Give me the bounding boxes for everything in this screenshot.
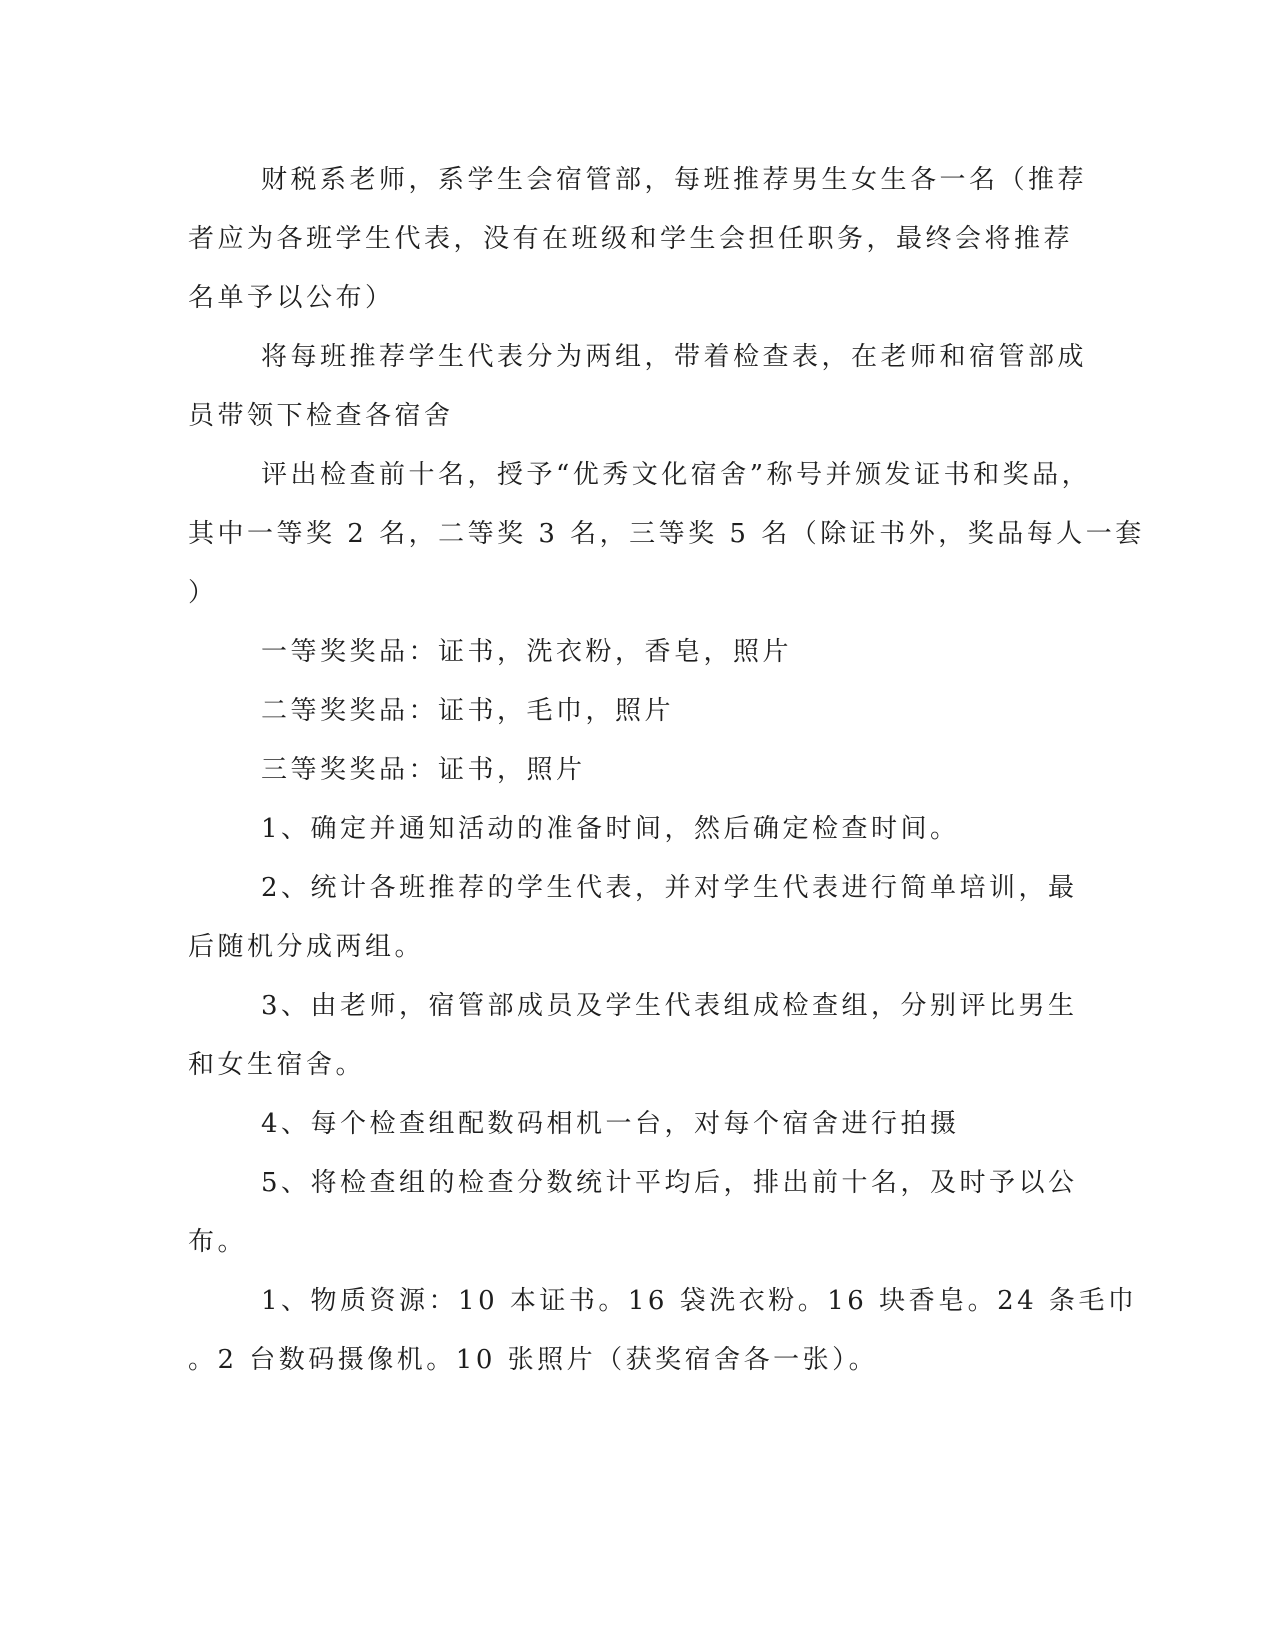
resources-line-2: 。2 台数码摄像机。10 张照片（获奖宿舍各一张）。 [188,1345,879,1375]
step-5-line-2: 布。 [188,1227,248,1257]
second-prize-line: 二等奖奖品：证书，毛巾，照片 [261,696,675,726]
step-2-line-2: 后随机分成两组。 [188,932,425,962]
first-prize-line: 一等奖奖品：证书，洗衣粉，香皂，照片 [261,637,793,667]
paragraph-3-line-2: 其中一等奖 2 名，二等奖 3 名，三等奖 5 名（除证书外，奖品每人一套 [188,519,1145,549]
paragraph-1-line-2: 者应为各班学生代表，没有在班级和学生会担任职务，最终会将推荐 [188,224,1074,254]
paragraph-1-line-3: 名单予以公布） [188,283,395,313]
paragraph-2-line-1: 将每班推荐学生代表分为两组，带着检查表，在老师和宿管部成 [261,342,1088,372]
paragraph-2-line-2: 员带领下检查各宿舍 [188,401,454,431]
step-3-line-2: 和女生宿舍。 [188,1050,366,1080]
resources-line-1: 1、物质资源：10 本证书。16 袋洗衣粉。16 块香皂。24 条毛巾 [261,1286,1138,1316]
step-4-line: 4、每个检查组配数码相机一台，对每个宿舍进行拍摄 [261,1109,960,1139]
paragraph-1-line-1: 财税系老师，系学生会宿管部，每班推荐男生女生各一名（推荐 [261,165,1088,195]
step-2-line-1: 2、统计各班推荐的学生代表，并对学生代表进行简单培训，最 [261,873,1078,903]
third-prize-line: 三等奖奖品：证书，照片 [261,755,586,785]
paragraph-3-line-1: 评出检查前十名，授予“优秀文化宿舍”称号并颁发证书和奖品， [261,460,1092,490]
step-1-line: 1、确定并通知活动的准备时间，然后确定检查时间。 [261,814,960,844]
step-3-line-1: 3、由老师，宿管部成员及学生代表组成检查组，分别评比男生 [261,991,1078,1021]
step-5-line-1: 5、将检查组的检查分数统计平均后，排出前十名，及时予以公 [261,1168,1078,1198]
paragraph-3-line-3: ） [188,578,218,608]
